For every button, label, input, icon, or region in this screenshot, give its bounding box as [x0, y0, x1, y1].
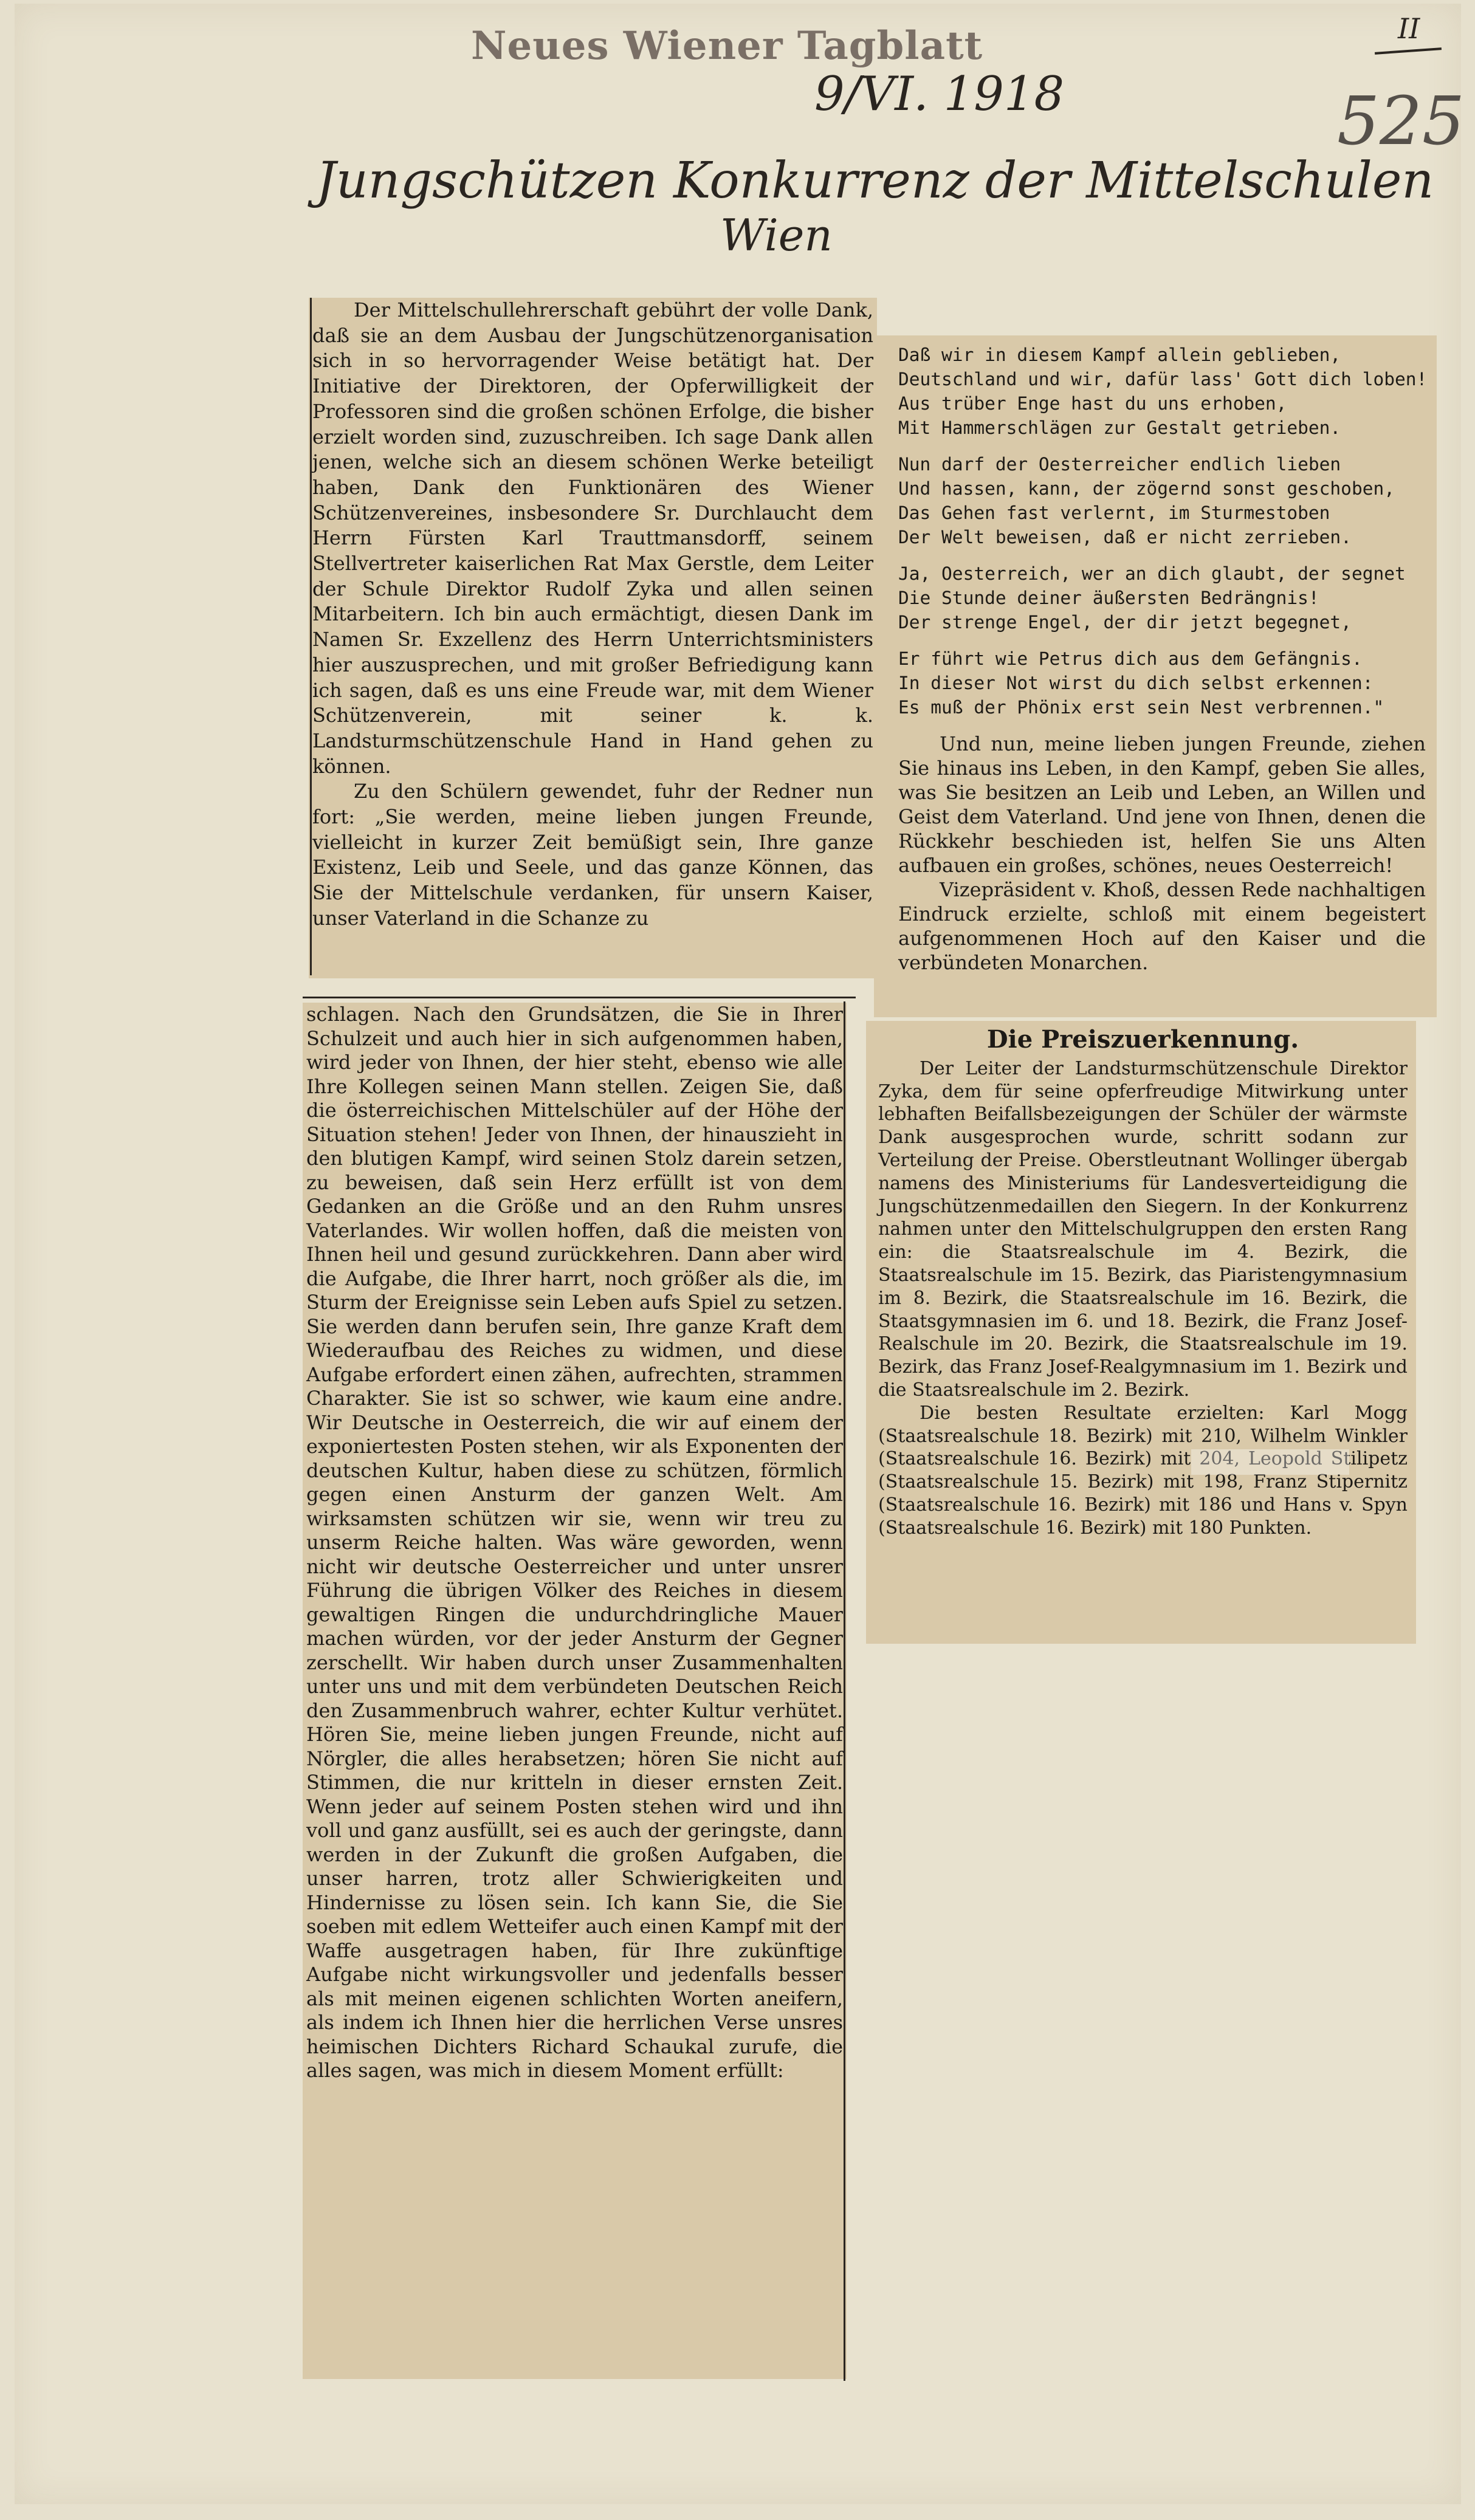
clipping-column-4: [866, 1021, 1416, 1644]
handwritten-title-city: Wien: [720, 210, 833, 261]
clipping-column-1: [309, 298, 877, 978]
poem-line: Das Gehen fast verlernt, im Sturmestoben: [898, 503, 1330, 523]
poem-line: Der strenge Engel, der dir jetzt begegnet,: [898, 612, 1352, 633]
poem-line: Deutschland und wir, dafür lass' Gott dich loben!: [898, 369, 1428, 390]
article-paragraph: Der Mittelschullehrerschaft gebührt der volle Dank, daß sie an dem Ausbau der Jungschützenorganisation sich in so hervorragender Weise betätigt hat. Der Initiative der Direktoren, der Opferwilligkeit der Professoren sind die großen schönen Erfolge, die bisher erzielt worden sind, zuzuschreiben. Ich sage Dank allen jenen, welche sich an diesem schönen Werke beteiligt haben, Dank den Funktionären des Wiener Schützenvereines, insbesondere Sr. Durchlaucht dem Herrn Fürsten Karl Trauttmansdorff, seinem Stellvertreter kaiserlichen Rat Max Gerstle, dem Leiter der Schule Direktor Rudolf Zyka und allen seinen Mitarbeitern. Ich bin auch ermächtigt, diesen Dank im Namen Sr. Exzellenz des Herrn Unterrichtsministers hier auszusprechen, und mit großer Befriedigung kann ich sagen, daß es uns eine Freude war, mit dem Wiener Schützenverein, mit seiner k. k. Landsturmschützenschule Hand in Hand gehen zu können.: [312, 298, 873, 778]
column-rule: [303, 997, 856, 998]
column-rule: [844, 1001, 845, 2381]
article-paragraph: Der Leiter der Landsturmschützenschule Direktor Zyka, dem für seine opferfreudige Mitwirkung unter lebhaften Beifallsbezeigungen der Schüler der wärmste Dank ausgesprochen wurde, schritt sodann zur Verteilung der Preise. Oberstleutnant Wollinger übergab namens des Ministeriums für Landesverteidigung die Jungschützenmedaillen den Siegern. In der Konkurrenz nahmen unter den Mittelschulgruppen den ersten Rang ein: die Staatsrealschule im 4. Bezirk, die Staatsrealschule im 15. Bezirk, das Piaristengymnasium im 8. Bezirk, die Staatsrealschule im 16. Bezirk, die Staatsgymnasien im 6. und 18. Bezirk, die Franz Josef-Realschule im 20. Bezirk, die Staatsrealschule im 19. Bezirk, das Franz Josef-Realgymnasium im 1. Bezirk und die Staatsrealschule im 2. Bezirk.: [878, 1057, 1408, 1401]
article-paragraph: Vizepräsident v. Khoß, dessen Rede nachhaltigen Eindruck erzielte, schloß mit einem begeistert aufgenommenen Hoch auf den Kaiser und die verbündeten Monarchen.: [898, 878, 1426, 974]
poem-line: Mit Hammerschlägen zur Gestalt getrieben.: [898, 417, 1341, 438]
page-number: 525: [1337, 82, 1465, 160]
handwritten-title: Jungschützen Konkurrenz der Mittelschulen: [316, 152, 1434, 210]
poem-line: Der Welt beweisen, daß er nicht zerrieben.: [898, 527, 1352, 548]
poem-line: Und hassen, kann, der zögernd sonst geschoben,: [898, 478, 1395, 499]
faded-stamp: [1191, 1449, 1349, 1475]
poem-line: Es muß der Phönix erst sein Nest verbrennen.": [898, 697, 1384, 718]
section-heading: Die Preiszuerkennung.: [986, 1025, 1299, 1054]
poem-line: Nun darf der Oesterreicher endlich lieben: [898, 454, 1341, 475]
poem-line: Aus trüber Enge hast du uns erhoben,: [898, 393, 1287, 414]
poem-stanza: [898, 561, 1426, 634]
poem-line: Ja, Oesterreich, wer an dich glaubt, der segnet: [898, 563, 1406, 584]
article-paragraph: Die besten Resultate erzielten: Karl Mogg (Staatsrealschule 18. Bezirk) mit 210, Wilhelm Winkler (Staatsrealschule 16. Bezirk) mit 204, Leopold Stilipetz (Staatsrealschule 15. Bezirk) mit 198, Franz Stipernitz (Staatsrealschule 16. Bezirk) mit 186 und Hans v. Spyn (Staatsrealschule 16. Bezirk) mit 180 Punkten.: [878, 1402, 1408, 1539]
article-paragraph: Zu den Schülern gewendet, fuhr der Redner nun fort: „Sie werden, meine lieben jungen Freunde, vielleicht in kurzer Zeit bemüßigt sein, Ihre ganze Existenz, Leib und Seele, und das ganze Können, das Sie der Mittelschule verdanken, für unsern Kaiser, unser Vaterland in die Schanze zu: [312, 780, 873, 930]
poem-line: In dieser Not wirst du dich selbst erkennen:: [898, 673, 1374, 693]
article-paragraph: Und nun, meine lieben jungen Freunde, ziehen Sie hinaus ins Leben, in den Kampf, geben Sie alles, was Sie besitzen an Leib und Leben, an Willen und Geist dem Vaterland. Und jene von Ihnen, denen die Rückkehr beschieden ist, helfen Sie uns Alten aufbauen ein großes, schönes, neues Oesterreich!: [898, 732, 1426, 877]
page-roman-numeral: II: [1398, 12, 1420, 45]
poem-line: Die Stunde deiner äußersten Bedrängnis!: [898, 588, 1319, 608]
handwritten-date: 9/VI. 1918: [814, 67, 1065, 122]
poem-stanza: [898, 452, 1426, 549]
clipping-column-3: [303, 1003, 847, 2379]
article-paragraph: schlagen. Nach den Grundsätzen, die Sie in Ihrer Schulzeit und auch hier in sich aufgenommen haben, wird jeder von Ihnen, der hier steht, ebenso wie alle Ihre Kollegen seinen Mann stellen. Zeigen Sie, daß die österreichischen Mittelschüler auf der Höhe der Situation stehen! Jeder von Ihnen, der hinauszieht in den blutigen Kampf, wird seinen Stolz darein setzen, zu beweisen, daß sein Herz erfüllt ist von dem Gedanken an die Größe und an den Ruhm unsres Vaterlandes. Wir wollen hoffen, daß die meisten von Ihnen heil und gesund zurückkehren. Dann aber wird die Aufgabe, die Ihrer harrt, noch größer als die, im Sturm der Ereignisse sein Leben aufs Spiel zu setzen. Sie werden dann berufen sein, Ihre ganze Kraft dem Wiederaufbau des Reiches zu widmen, und diese Aufgabe erfordert einen zähen, aufrechten, strammen Charakter. Sie ist so schwer, wie kaum eine andre. Wir Deutsche in Oesterreich, die wir auf einem der exponiertesten Posten stehen, wir als Exponenten der deutschen Kultur, haben diese zu schützen, förmlich gegen einen Ansturm der ganzen Welt. Am wirksamsten schützen wir sie, wenn wir treu zu unserm Reiche halten. Was wäre geworden, wenn nicht wir deutsche Oesterreicher und unter unsrer Führung die übrigen Völker des Reiches in diesem gewaltigen Ringen die undurchdringliche Mauer machen würden, vor der jeder Ansturm der Gegner zerschellt. Wir haben durch unser Zusammenhalten unter uns und mit dem verbündeten Deutschen Reich den Zusammenbruch wahrer, echter Kultur verhütet. Hören Sie, meine lieben jungen Freunde, nicht auf Nörgler, die alles herabsetzen; hören Sie nicht auf Stimmen, die nur kritteln in dieser ernsten Zeit. Wenn jeder auf seinem Posten stehen wird und ihn voll und ganz ausfüllt, sei es auch der geringste, dann werden in der Zukunft die großen Aufgaben, die unser harren, trotz aller Schwierigkeiten und Hindernisse zu lösen sein. Ich kann Sie, die Sie soeben mit edlem Wetteifer auch einen Kampf mit der Waffe ausgetragen haben, für Ihre zukünftige Aufgabe nicht wirkungsvoller und jedenfalls besser als mit meinen eigenen schlichten Worten aneifern, als indem ich Ihnen hier die herrlichen Verse unsres heimischen Dichters Richard Schaukal zurufe, die alles sagen, was mich in diesem Moment erfüllt:: [306, 1003, 843, 2082]
poem-stanza: [898, 647, 1426, 719]
poem-line: Daß wir in diesem Kampf allein geblieben,: [898, 345, 1341, 365]
clipping-column-2: [874, 335, 1437, 1017]
poem-line: Er führt wie Petrus dich aus dem Gefängnis.: [898, 648, 1363, 669]
column-rule: [310, 298, 312, 975]
poem-stanza: [898, 343, 1426, 440]
newspaper-masthead: Neues Wiener Tagblatt: [471, 23, 983, 69]
